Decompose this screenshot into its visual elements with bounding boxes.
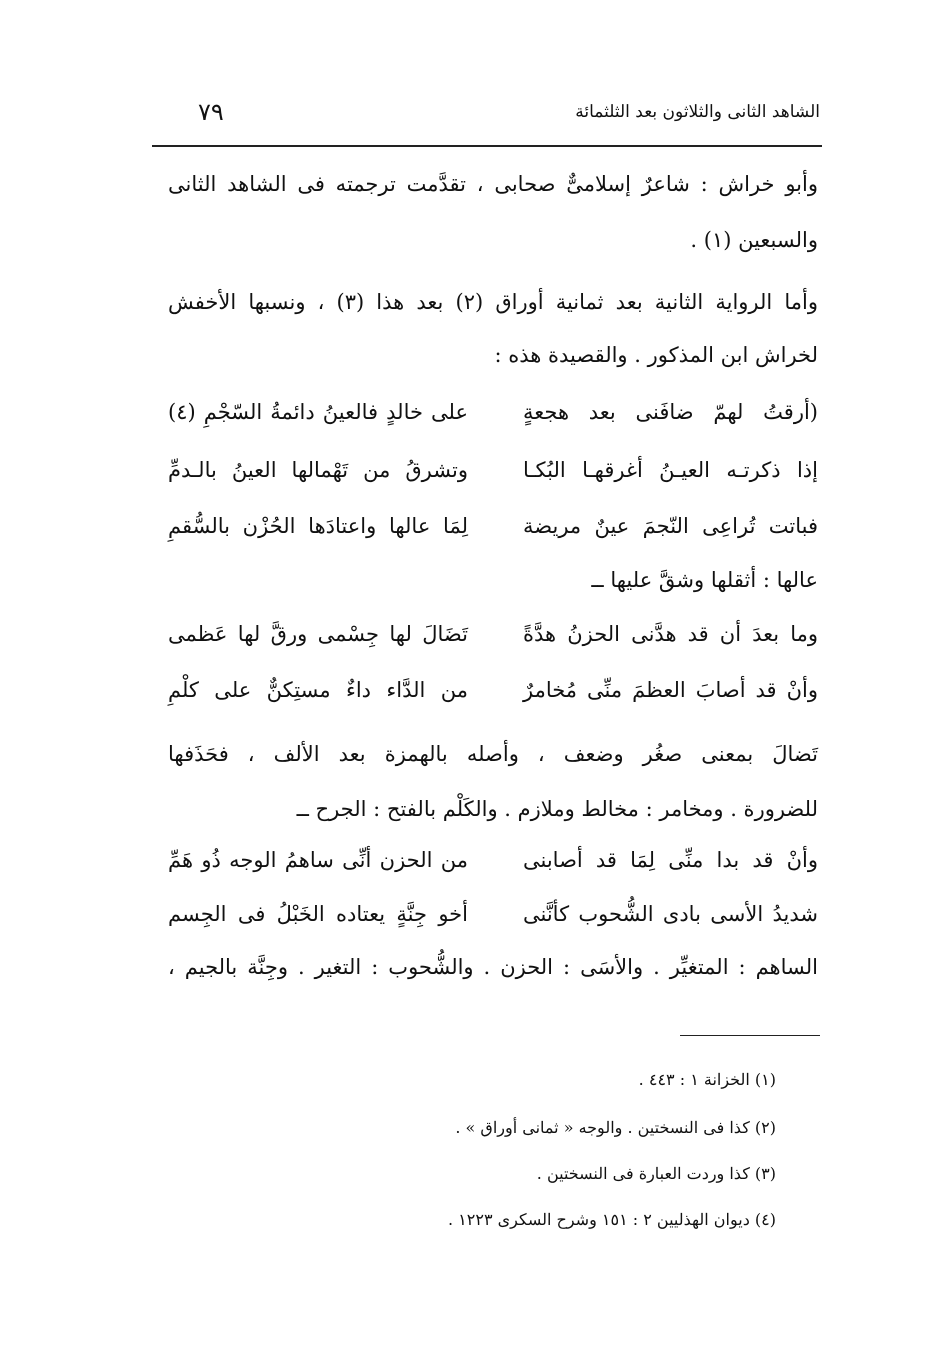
- verse-line: [168, 902, 818, 936]
- footnote: (٢) كذا فى النسختين . والوجه « ثمانى أوراق » .: [455, 1118, 776, 1137]
- verse-line: [168, 678, 818, 712]
- paragraph-line: وأبو خراش : شاعرٌ إسلامىٌّ صحابى ، تقدَّمت ترجمته فى الشاهد الثانى: [168, 172, 818, 196]
- verse-first-hemistich: فباتت تُراعِى النّجمَ عينٌ مريضة: [523, 514, 818, 538]
- footnote-rule: [680, 1035, 820, 1036]
- paragraph-line: والسبعين (١) .: [690, 228, 818, 252]
- verse-line: [168, 458, 818, 492]
- verse-line: [168, 514, 818, 548]
- verse-line: [168, 400, 818, 434]
- paragraph-line: تَضالَ بمعنى صغُر وضعف ، وأصله بالهمزة بعد الألف ، فحَذَفها: [168, 742, 818, 766]
- verse-first-hemistich: وأنْ قد أصابَ العظمَ منِّى مُخامرٌ: [523, 678, 818, 702]
- gloss-line: عالها : أثقلها وشقَّ عليها ــ: [591, 568, 818, 592]
- verse-second-hemistich: أخو جِنَّةٍ يعتاده الخَبْلُ فى الجِسم: [168, 902, 468, 926]
- page-number: ٧٩: [198, 98, 224, 126]
- verse-second-hemistich: لِمَا عالها واعتادَها الحُزْن بالسُّقمِ: [168, 514, 468, 538]
- verse-second-hemistich: على خالدٍ فالعينُ دائمةُ السّجْمِ (٤): [168, 400, 468, 424]
- paragraph-line: الساهم : المتغيِّر . والأسَى : الحزن . والشُّحوب : التغير . وجِنَّة بالجيم ،: [168, 955, 818, 979]
- verse-second-hemistich: من الدَّاء داءٌ مستِكنٌّ على كلْمِ: [168, 678, 468, 702]
- verse-line: [168, 622, 818, 656]
- footnote: (٣) كذا وردت العبارة فى النسختين .: [536, 1164, 776, 1183]
- paragraph-line: لخراش ابن المذكور . والقصيدة هذه :: [494, 343, 818, 367]
- page-header: [150, 98, 820, 138]
- verse-second-hemistich: وتشرقُ من تَهْمالها العينُ بالـدمِّ: [168, 458, 468, 482]
- footnote: (٤) ديوان الهذليين ٢ : ١٥١ وشرح السكرى ١٢٢٣ .: [448, 1210, 776, 1229]
- verse-first-hemistich: إذا ذكرتـه العيـنُ أغرقهـا البُكـا: [523, 458, 818, 482]
- verse-line: [168, 848, 818, 882]
- paragraph-line: للضرورة . ومخامر : مخالط وملازم . والكَلْم بالفتح : الجرح ــ: [296, 797, 818, 821]
- verse-first-hemistich: (أرقتُ لهمّ ضافَنى بعد هجعةٍ: [523, 400, 818, 424]
- verse-second-hemistich: من الحزن أنِّى ساهمُ الوجه ذُو هَمِّ: [168, 848, 468, 872]
- verse-second-hemistich: تَضَالَ لها جِسْمى ورقَّ لها عَظمى: [168, 622, 468, 646]
- verse-first-hemistich: شديدُ الأسى بادى الشُّحوب كأنَّنى: [523, 902, 818, 926]
- header-rule: [152, 145, 822, 147]
- verse-first-hemistich: وما بعدَ أن قد هدَّنى الحزنُ هدَّةً: [523, 622, 818, 646]
- paragraph-line: وأما الرواية الثانية بعد ثمانية أوراق (٢) بعد هذا (٣) ، ونسبها الأخفش: [168, 290, 818, 314]
- running-title: الشاهد الثانى والثلاثون بعد الثلثمائة: [575, 102, 820, 122]
- verse-first-hemistich: وأنْ قد بدا منِّى لِمَا قد أصابنى: [523, 848, 818, 872]
- footnote: (١) الخزانة ١ : ٤٤٣ .: [638, 1070, 776, 1089]
